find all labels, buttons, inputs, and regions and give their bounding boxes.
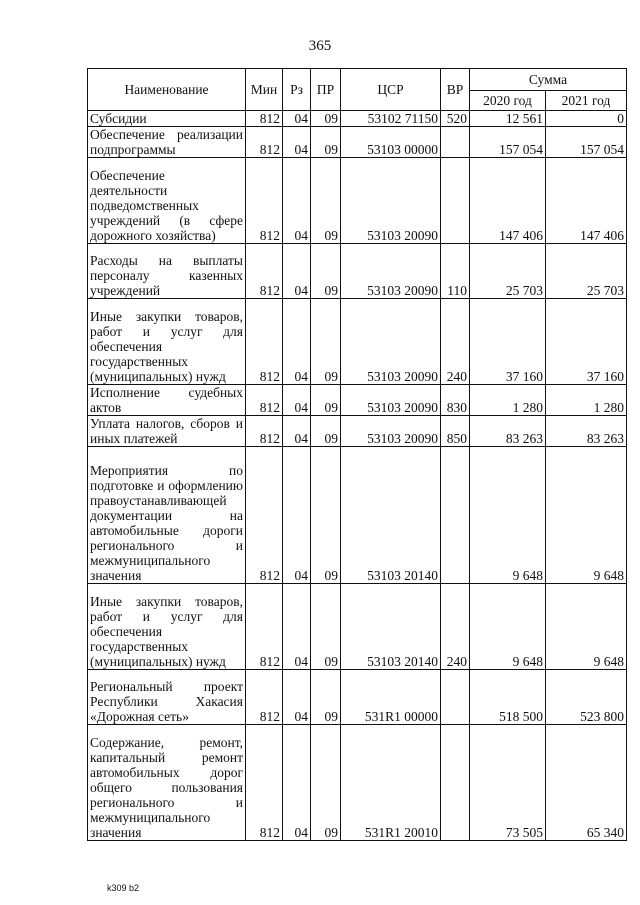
cell-min: 812 [246,111,283,127]
cell-2021: 65 340 [546,725,627,841]
cell-2020: 83 263 [470,416,546,447]
cell-pr: 09 [311,725,341,841]
cell-min: 812 [246,725,283,841]
cell-pr: 09 [311,111,341,127]
cell-pr: 09 [311,244,341,299]
cell-2021: 0 [546,111,627,127]
cell-2021: 37 160 [546,299,627,385]
header-2021: 2021 год [546,91,627,111]
cell-rz: 04 [283,584,311,670]
cell-pr: 09 [311,670,341,725]
cell-rz: 04 [283,244,311,299]
cell-vr [441,158,470,244]
table-row [88,447,627,584]
cell-name: Субсидии [88,111,246,127]
cell-name: Обеспечение реализации подпрограммы [88,127,246,158]
cell-name: Расходы на выплаты персоналу казенных учреждений [88,244,246,299]
cell-vr: 240 [441,299,470,385]
cell-2021: 523 800 [546,670,627,725]
table-row [88,158,627,244]
header-min: Мин [246,69,283,111]
table-row [88,385,627,416]
page-number: 365 [308,38,332,54]
cell-vr [441,670,470,725]
cell-min: 812 [246,158,283,244]
cell-name: Иные закупки товаров, работ и услуг для обеспечения государственных (муниципальных) нужд [88,584,246,670]
cell-2020: 9 648 [470,447,546,584]
cell-rz: 04 [283,127,311,158]
header-vr: ВР [441,69,470,111]
cell-csr: 53103 20140 [341,584,441,670]
cell-2020: 37 160 [470,299,546,385]
cell-2021: 147 406 [546,158,627,244]
cell-name: Исполнение судебных актов [88,385,246,416]
table-row [88,244,627,299]
table-row [88,416,627,447]
cell-csr: 53102 71150 [341,111,441,127]
budget-table [87,68,627,841]
cell-pr: 09 [311,584,341,670]
table-row [88,111,627,127]
cell-csr: 53103 20090 [341,299,441,385]
cell-vr: 520 [441,111,470,127]
cell-2021: 157 054 [546,127,627,158]
cell-2021: 25 703 [546,244,627,299]
header-rz: Рз [283,69,311,111]
cell-min: 812 [246,385,283,416]
cell-name: Мероприятия по подготовке и оформлению правоустанавливающей документации на автомобильные дороги регионального и межмуниципального значения [88,447,246,584]
cell-pr: 09 [311,447,341,584]
cell-vr [441,447,470,584]
cell-min: 812 [246,447,283,584]
cell-2020: 147 406 [470,158,546,244]
cell-rz: 04 [283,416,311,447]
cell-csr: 531R1 20010 [341,725,441,841]
cell-rz: 04 [283,447,311,584]
cell-2021: 1 280 [546,385,627,416]
cell-pr: 09 [311,299,341,385]
cell-min: 812 [246,670,283,725]
cell-csr: 53103 20140 [341,447,441,584]
table-row [88,584,627,670]
cell-2020: 12 561 [470,111,546,127]
cell-name: Уплата налогов, сборов и иных платежей [88,416,246,447]
cell-vr: 110 [441,244,470,299]
table-row [88,725,627,841]
cell-2020: 518 500 [470,670,546,725]
cell-min: 812 [246,416,283,447]
cell-rz: 04 [283,385,311,416]
cell-vr [441,127,470,158]
cell-rz: 04 [283,158,311,244]
cell-min: 812 [246,244,283,299]
cell-csr: 531R1 00000 [341,670,441,725]
footer-code: k309 b2 [107,883,140,893]
header-2020: 2020 год [470,91,546,111]
table-body [88,111,627,841]
cell-min: 812 [246,127,283,158]
cell-pr: 09 [311,127,341,158]
cell-name: Содержание, ремонт, капитальный ремонт автомобильных дорог общего пользования регионального и межмуниципального значения [88,725,246,841]
cell-2020: 73 505 [470,725,546,841]
cell-csr: 53103 20090 [341,416,441,447]
cell-2021: 9 648 [546,584,627,670]
cell-pr: 09 [311,385,341,416]
table-row [88,670,627,725]
cell-rz: 04 [283,725,311,841]
cell-pr: 09 [311,416,341,447]
cell-csr: 53103 20090 [341,385,441,416]
cell-name: Обеспечение деятельности подведомственных учреждений (в сфере дорожного хозяйства) [88,158,246,244]
cell-vr: 240 [441,584,470,670]
cell-csr: 53103 20090 [341,244,441,299]
cell-2020: 157 054 [470,127,546,158]
cell-vr: 850 [441,416,470,447]
cell-rz: 04 [283,670,311,725]
cell-rz: 04 [283,111,311,127]
cell-min: 812 [246,584,283,670]
cell-vr [441,725,470,841]
cell-name: Иные закупки товаров, работ и услуг для обеспечения государственных (муниципальных) нужд [88,299,246,385]
cell-2020: 25 703 [470,244,546,299]
table-row [88,299,627,385]
cell-2020: 9 648 [470,584,546,670]
cell-pr: 09 [311,158,341,244]
header-csr: ЦСР [341,69,441,111]
cell-2021: 9 648 [546,447,627,584]
cell-rz: 04 [283,299,311,385]
cell-csr: 53103 20090 [341,158,441,244]
cell-min: 812 [246,299,283,385]
header-name: Наименование [88,69,246,111]
table-row [88,127,627,158]
cell-csr: 53103 00000 [341,127,441,158]
header-sum: Сумма [470,69,627,91]
cell-2020: 1 280 [470,385,546,416]
cell-vr: 830 [441,385,470,416]
cell-2021: 83 263 [546,416,627,447]
header-pr: ПР [311,69,341,111]
cell-name: Региональный проект Республики Хакасия «Дорожная сеть» [88,670,246,725]
